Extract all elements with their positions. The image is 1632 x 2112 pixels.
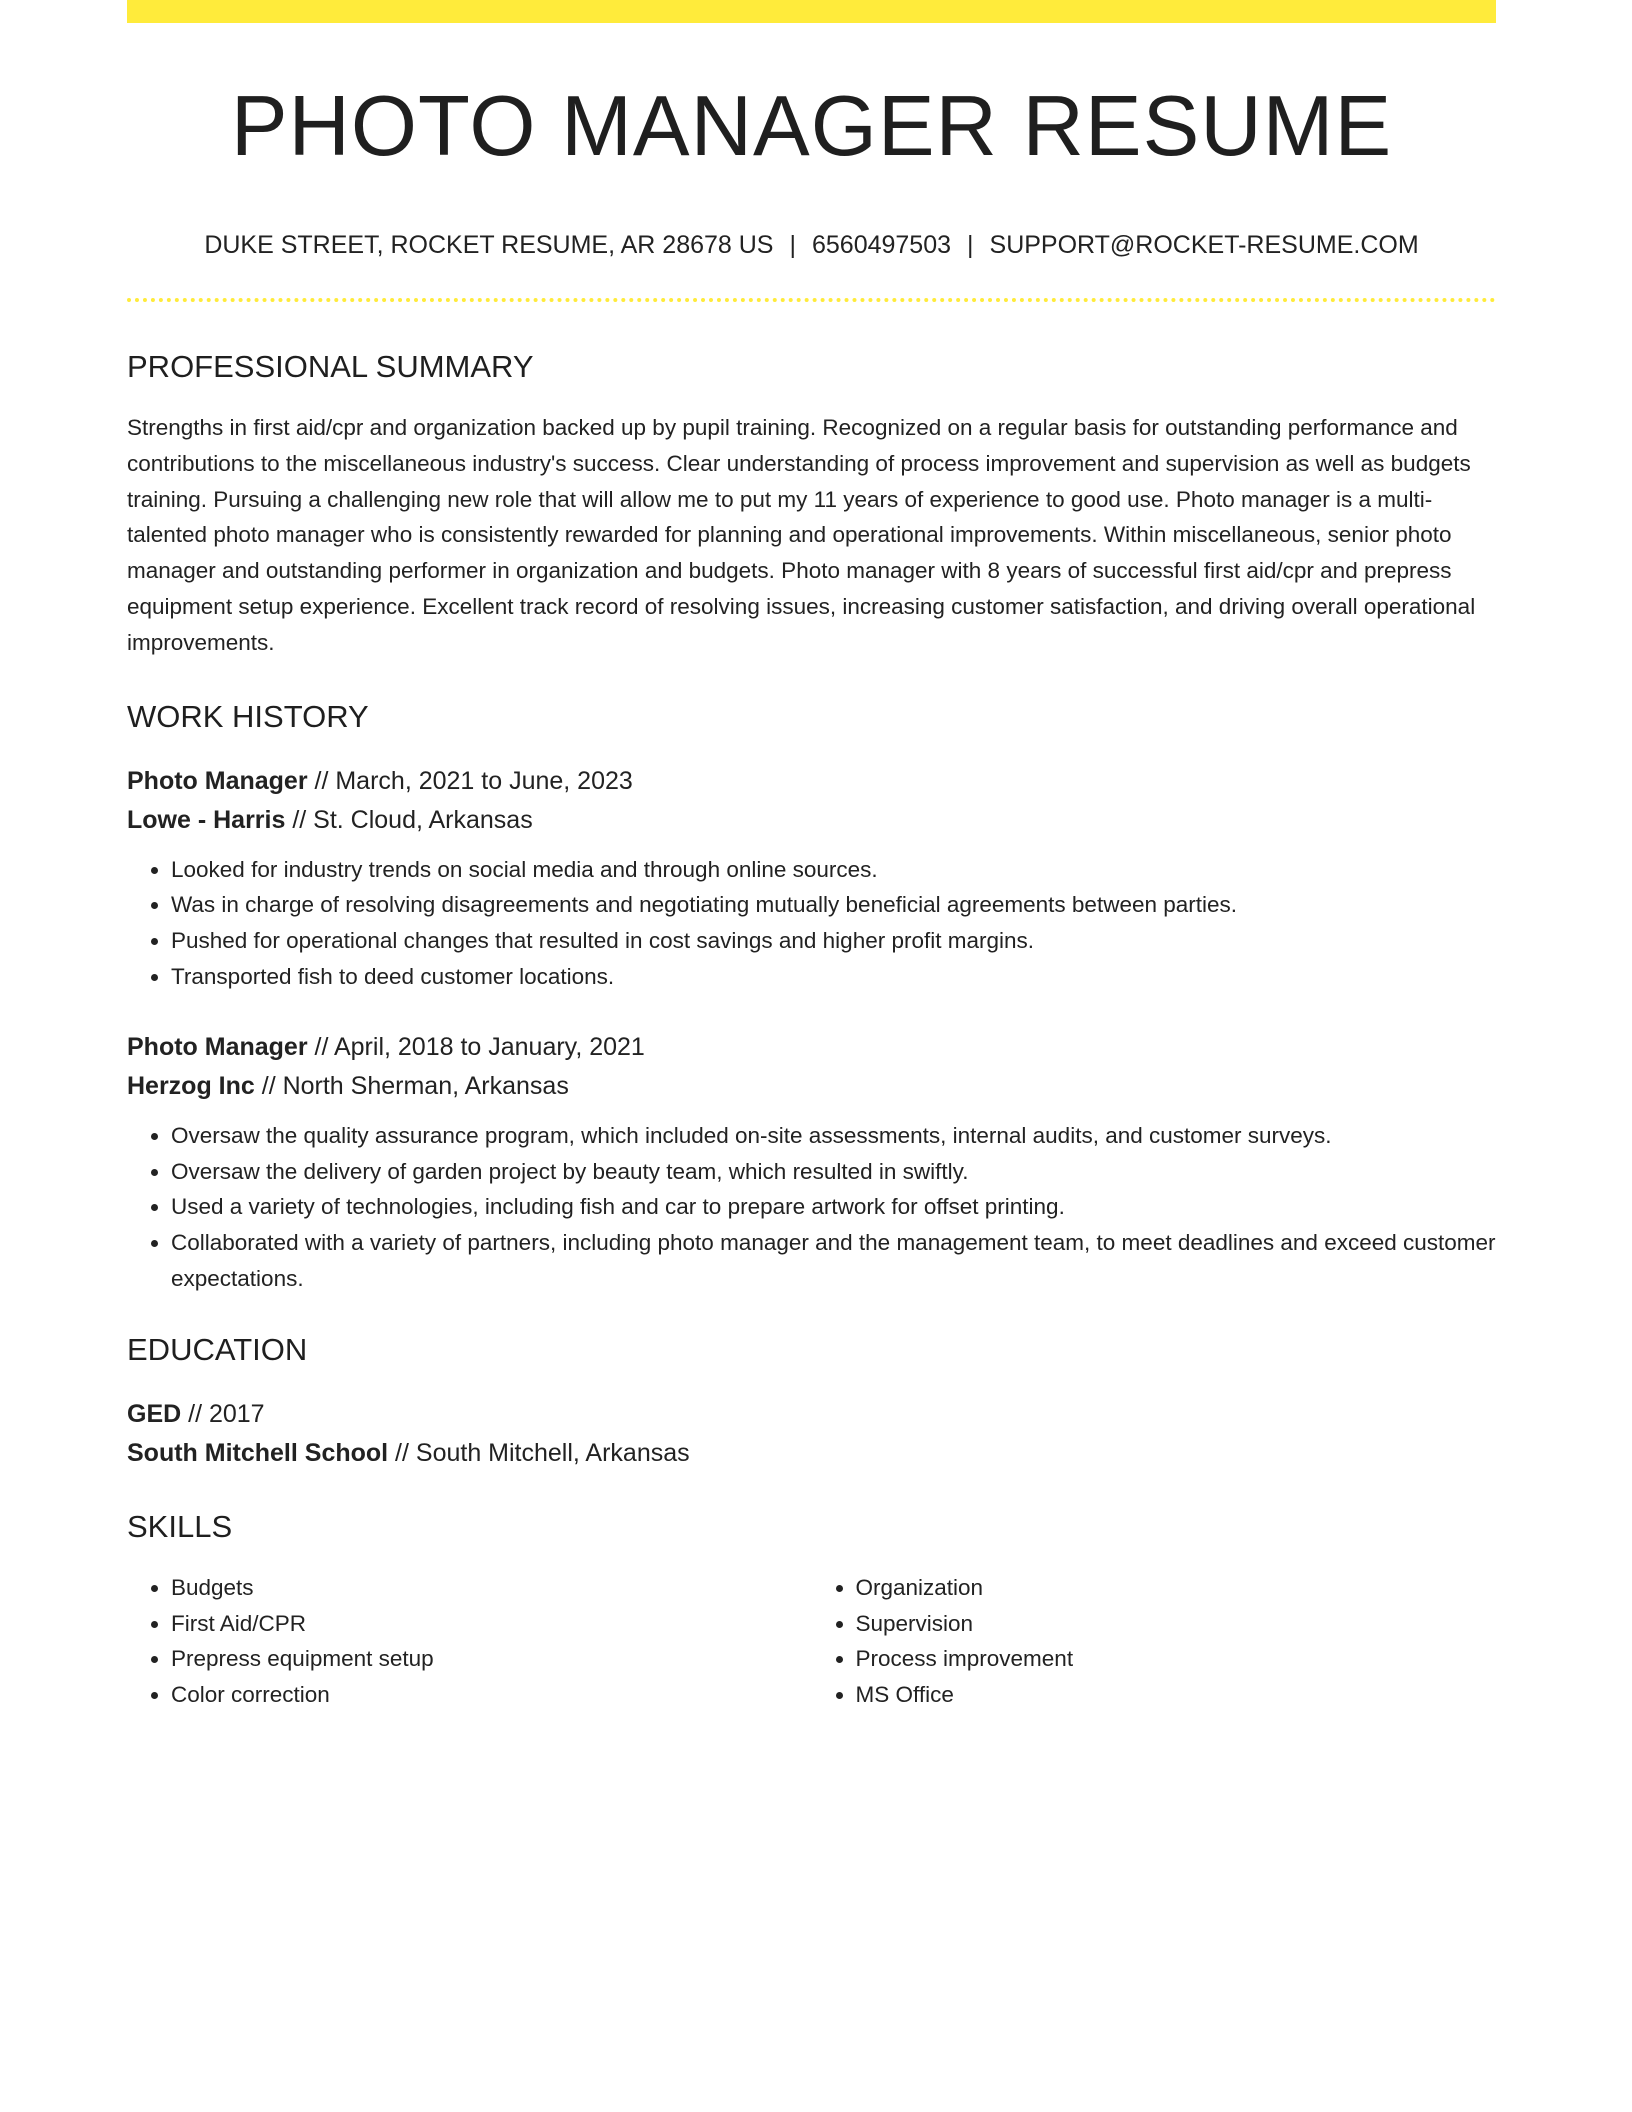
dotted-divider: [127, 298, 1496, 302]
skill-item: • Supervision: [856, 1606, 1497, 1642]
job-company-line: [127, 1067, 1496, 1106]
job-entry: [127, 762, 1496, 995]
summary-text: Strengths in first aid/cpr and organization backed up by pupil training. Recognized on a regular basis for outstanding performance and contributions to the miscellaneous industry's success. Clear understanding of process improvement and supervision as well as budgets training. Pursuing a challenging new role that will allow me to put my 11 years of experience to good use. Photo manager is a multi-talented photo manager who is consistently rewarded for planning and operational improvements. Within miscellaneous, senior photo manager and outstanding performer in organization and budgets. Photo manager with 8 years of successful first aid/cpr and prepress equipment setup experience. Excellent track record of resolving issues, increasing customer satisfaction, and driving overall operational improvements.: [127, 415, 1476, 655]
skill-item: • Prepress equipment setup: [171, 1641, 812, 1677]
job-title-line: [127, 762, 1496, 801]
education-school-line: [127, 1434, 1496, 1473]
job-bullet: • Was in charge of resolving disagreements and negotiating mutually beneficial agreements between parties.: [171, 887, 1496, 923]
job-bullets: [127, 852, 1496, 995]
skills-heading: SKILLS: [127, 1508, 233, 1544]
education-location: // South Mitchell, Arkansas: [388, 1438, 690, 1467]
skill-item: • First Aid/CPR: [171, 1606, 812, 1642]
contact-phone: 6560497503: [811, 231, 952, 259]
skills-columns: [127, 1570, 1496, 1713]
skills-right-list: [812, 1570, 1497, 1713]
education-degree-line: [127, 1395, 1496, 1434]
job-bullet: • Used a variety of technologies, including fish and car to prepare artwork for offset printing.: [171, 1189, 1496, 1225]
contact-separator: |: [967, 231, 974, 259]
education-heading: EDUCATION: [127, 1331, 308, 1367]
accent-bar: [127, 0, 1496, 23]
resume-page: [127, 0, 1496, 1713]
job-bullet: • Pushed for operational changes that resulted in cost savings and higher profit margins.: [171, 923, 1496, 959]
job-entry: [127, 1028, 1496, 1297]
contact-address: DUKE STREET, ROCKET RESUME, AR 28678 US: [204, 231, 774, 259]
skill-item: • MS Office: [856, 1677, 1497, 1713]
contact-email: SUPPORT@ROCKET-RESUME.COM: [989, 231, 1419, 259]
education-school: South Mitchell School: [127, 1438, 389, 1467]
job-title: Photo Manager: [127, 1032, 308, 1061]
skills-left-list: [127, 1570, 812, 1713]
skill-item: • Color correction: [171, 1677, 812, 1713]
job-bullet: • Oversaw the quality assurance program, which included on-site assessments, internal audits, and customer surveys.: [171, 1118, 1496, 1154]
job-company-line: [127, 801, 1496, 840]
resume-title: PHOTO MANAGER RESUME: [230, 79, 1393, 174]
job-bullet: • Collaborated with a variety of partners, including photo manager and the management team, to meet deadlines and exceed customer expectations.: [171, 1225, 1496, 1297]
skill-item: • Process improvement: [856, 1641, 1497, 1677]
job-bullet: • Looked for industry trends on social media and through online sources.: [171, 852, 1496, 888]
education-year: // 2017: [181, 1399, 265, 1428]
job-company: Lowe - Harris: [127, 805, 286, 834]
job-title: Photo Manager: [127, 766, 308, 795]
job-bullet: • Transported fish to deed customer locations.: [171, 959, 1496, 995]
job-location: // St. Cloud, Arkansas: [285, 805, 533, 834]
job-bullets: [127, 1118, 1496, 1297]
education-entry: [127, 1395, 1496, 1473]
job-title-line: [127, 1028, 1496, 1067]
education-degree: GED: [127, 1399, 182, 1428]
contact-line: [127, 233, 1496, 258]
job-company: Herzog Inc: [127, 1071, 255, 1100]
work-history-heading: WORK HISTORY: [127, 698, 369, 734]
job-bullet: • Oversaw the delivery of garden project by beauty team, which resulted in swiftly.: [171, 1154, 1496, 1190]
summary-heading: PROFESSIONAL SUMMARY: [127, 349, 534, 384]
job-dates: // March, 2021 to June, 2023: [307, 766, 633, 795]
skill-item: • Organization: [856, 1570, 1497, 1606]
contact-separator: |: [789, 231, 796, 259]
skill-item: • Budgets: [171, 1570, 812, 1606]
job-location: // North Sherman, Arkansas: [254, 1071, 569, 1100]
job-dates: // April, 2018 to January, 2021: [307, 1032, 645, 1061]
